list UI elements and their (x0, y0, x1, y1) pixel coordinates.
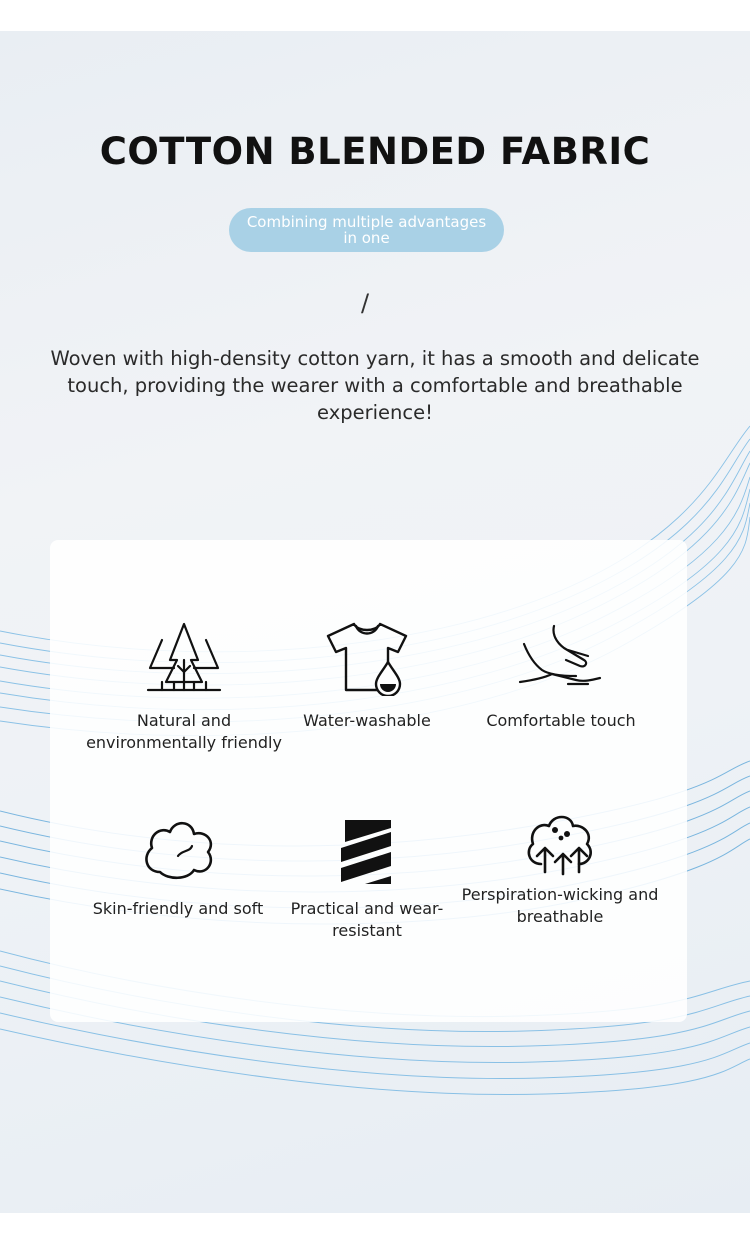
trees-icon (144, 620, 224, 696)
feature-water-washable (267, 620, 467, 732)
feature-label: Natural and environmentally friendly (86, 711, 282, 752)
feature-label: Perspiration-wicking and breathable (461, 885, 659, 926)
subtitle-pill: Combining multiple advantages in one (229, 208, 504, 252)
feature-label: Practical and wear-resistant (290, 899, 444, 940)
feature-label: Comfortable touch (486, 711, 636, 730)
stripes-icon (337, 816, 397, 888)
hand-touch-icon (514, 620, 608, 696)
feature-comfortable-touch (461, 620, 661, 732)
feature-skin-friendly (78, 816, 278, 920)
feature-natural (84, 620, 284, 754)
feature-label: Skin-friendly and soft (92, 899, 264, 918)
feature-label: Water-washable (303, 711, 431, 730)
banner-panel (0, 31, 750, 1213)
tshirt-water-drop-icon (320, 620, 414, 696)
fabric-description: Woven with high-density cotton yarn, it has a smooth and delicate touch, providing the wearer with a comfortable and breathable experience! (50, 347, 700, 424)
divider-slash: / (360, 289, 370, 317)
features-card (50, 540, 687, 1022)
cotton-cloud-icon (138, 816, 218, 884)
feature-wear-resistant (267, 816, 467, 942)
feature-breathable (460, 808, 660, 928)
breathable-cloud-arrows-icon (523, 808, 597, 876)
page-title: COTTON BLENDED FABRIC (99, 130, 651, 173)
